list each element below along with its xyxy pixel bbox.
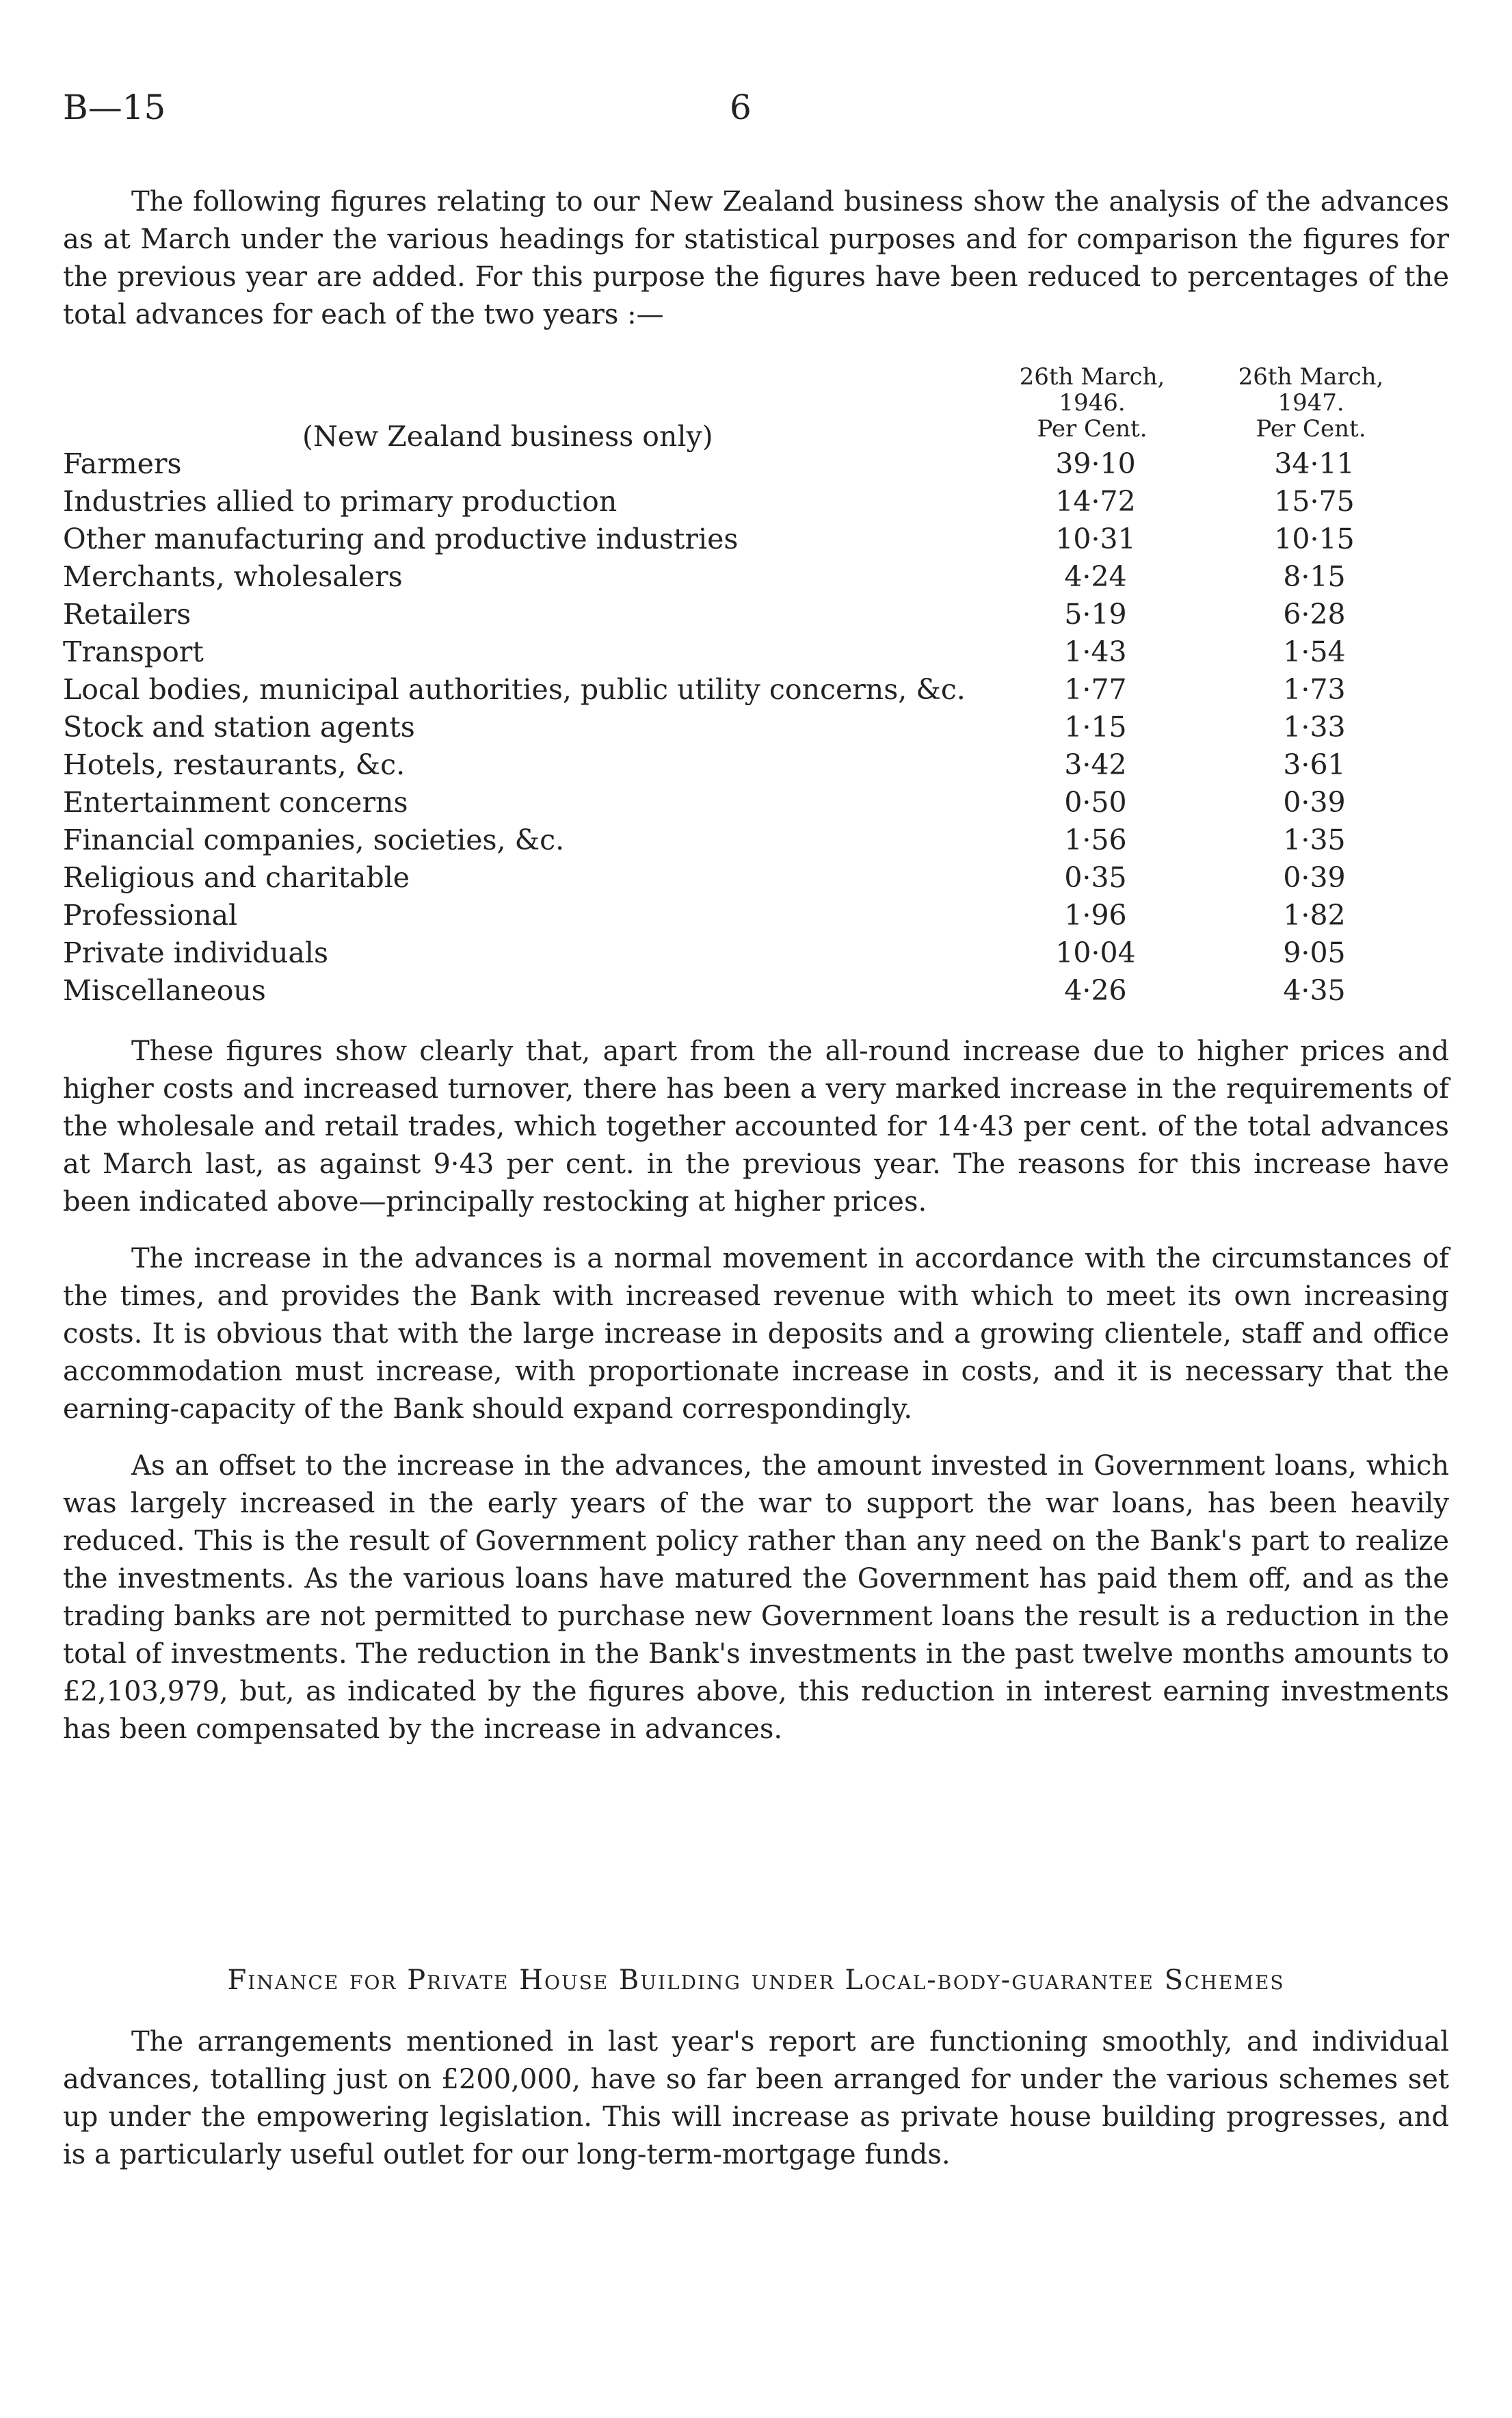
row-label: Religious and charitable: [63, 861, 410, 894]
value-1946: 4·24: [1064, 560, 1127, 593]
table-row: [63, 974, 1449, 1012]
value-1946: 1·56: [1064, 824, 1127, 856]
intro-paragraph-block: [63, 183, 1449, 334]
row-label: Stock and station agents: [63, 711, 415, 744]
column-header-1947: [1198, 364, 1424, 442]
row-label: Private individuals: [63, 936, 329, 969]
section-heading: Finance for Private House Building under Local-body-guarantee Schemes: [227, 1964, 1285, 1996]
row-label: Retailers: [63, 598, 191, 631]
column-header-year: 1946.: [1059, 389, 1126, 417]
row-label: Industries allied to primary production: [63, 485, 618, 518]
value-1947: 8·15: [1283, 560, 1346, 593]
paragraph-trade-requirements: These figures show clearly that, apart from the all-round increase due to higher prices and higher costs and increased turnover, there has been a very marked increase in the requirements of the wholesale and retail trades, which together accounted for 14·43 per cent. of the total advances at March last, as against 9·43 per cent. in the previous year. The reasons for this increase have been indicated above—principally restocking at higher prices.: [63, 1036, 1449, 1218]
value-1947: 4·35: [1283, 974, 1346, 1007]
value-1947: 9·05: [1283, 936, 1346, 969]
column-header-date: 26th March,: [1019, 363, 1165, 391]
column-header-unit: Per Cent.: [1256, 415, 1366, 443]
value-1947: 6·28: [1283, 598, 1346, 631]
value-1946: 5·19: [1064, 598, 1127, 631]
value-1946: 4·26: [1064, 974, 1127, 1007]
value-1946: 10·04: [1055, 936, 1136, 969]
value-1946: 3·42: [1064, 748, 1127, 781]
value-1947: 1·33: [1283, 711, 1346, 744]
table-row: [63, 786, 1449, 824]
table-caption: (New Zealand business only): [302, 420, 713, 453]
value-1947: 3·61: [1283, 748, 1346, 781]
row-label: Local bodies, municipal authorities, public utility concerns, &c.: [63, 673, 966, 706]
column-header-unit: Per Cent.: [1037, 415, 1148, 443]
value-1947: 1·73: [1283, 673, 1346, 706]
paragraph-normal-movement: The increase in the advances is a normal movement in accordance with the circumstances of the times, and provides the Bank with increased revenue with which to meet its own increasing costs. It is obvious that with the large increase in deposits and a growing clientele, staff and office accommodation must increase, with proportionate increase in costs, and it is necessary that the earning-capacity of the Bank should expand correspondingly.: [63, 1243, 1449, 1425]
row-label: Financial companies, societies, &c.: [63, 824, 565, 856]
table-row: [63, 635, 1449, 673]
value-1946: 14·72: [1055, 485, 1136, 518]
table-row: [63, 824, 1449, 861]
table-row: [63, 899, 1449, 936]
table-row: [63, 673, 1449, 711]
row-label: Professional: [63, 899, 238, 932]
value-1947: 1·54: [1283, 635, 1346, 668]
table-row: [63, 936, 1449, 974]
value-1946: 39·10: [1055, 447, 1136, 480]
table-row: [63, 861, 1449, 899]
table-row: [63, 748, 1449, 786]
column-header-date: 26th March,: [1238, 363, 1384, 391]
paragraph-government-loans: As an offset to the increase in the advances, the amount invested in Government loans, which was largely increased in the early years of the war to support the war loans, has been heavily reduced. This is the result of Government policy rather than any need on the Bank's part to realize the investments. As the various loans have matured the Government has paid them off, and as the trading banks are not permitted to purchase new Government loans the result is a reduction in the total of investments. The reduction in the Bank's investments in the past twelve months amounts to £2,103,979, but, as indicated by the figures above, this reduction in interest earning investments has been compensated by the increase in advances.: [63, 1450, 1449, 1745]
page-number: 6: [730, 88, 752, 127]
value-1947: 1·82: [1283, 899, 1346, 932]
column-header-1946: [979, 364, 1205, 442]
intro-paragraph: The following figures relating to our New Zealand business show the analysis of the advances as at March under the various headings for statistical purposes and for comparison the figures for the previous year are added. For this purpose the figures have been reduced to percentages of the total advances for each of the two years :—: [63, 186, 1449, 330]
value-1946: 1·96: [1064, 899, 1127, 932]
column-header-year: 1947.: [1277, 389, 1344, 417]
table-row: [63, 485, 1449, 523]
value-1947: 34·11: [1274, 447, 1355, 480]
final-paragraph-block: [63, 2023, 1449, 2174]
value-1947: 15·75: [1274, 485, 1355, 518]
final-paragraph: The arrangements mentioned in last year's report are functioning smoothly, and individual advances, totalling just on £200,000, have so far been arranged for under the various schemes set up under the empowering legislation. This will increase as private house building progresses, and is a particularly useful outlet for our long-term-mortgage funds.: [63, 2026, 1449, 2170]
table-row: [63, 598, 1449, 635]
value-1946: 0·50: [1064, 786, 1127, 819]
table-row: [63, 523, 1449, 560]
table-row: [63, 711, 1449, 748]
row-label: Merchants, wholesalers: [63, 560, 403, 593]
value-1946: 10·31: [1055, 523, 1136, 555]
commentary-paragraphs: [63, 1033, 1449, 1767]
advances-table: [63, 364, 1449, 1014]
table-body: [63, 447, 1449, 1012]
document-reference: B—15: [63, 88, 166, 127]
row-label: Farmers: [63, 447, 182, 480]
value-1946: 1·77: [1064, 673, 1127, 706]
value-1947: 10·15: [1274, 523, 1355, 555]
row-label: Hotels, restaurants, &c.: [63, 748, 406, 781]
row-label: Entertainment concerns: [63, 786, 408, 819]
table-row: [63, 447, 1449, 485]
row-label: Miscellaneous: [63, 974, 266, 1007]
table-row: [63, 560, 1449, 598]
page-header: [63, 88, 1449, 149]
value-1947: 0·39: [1283, 786, 1346, 819]
row-label: Other manufacturing and productive industries: [63, 523, 739, 555]
row-label: Transport: [63, 635, 204, 668]
value-1947: 1·35: [1283, 824, 1346, 856]
value-1947: 0·39: [1283, 861, 1346, 894]
value-1946: 1·15: [1064, 711, 1127, 744]
value-1946: 1·43: [1064, 635, 1127, 668]
value-1946: 0·35: [1064, 861, 1127, 894]
